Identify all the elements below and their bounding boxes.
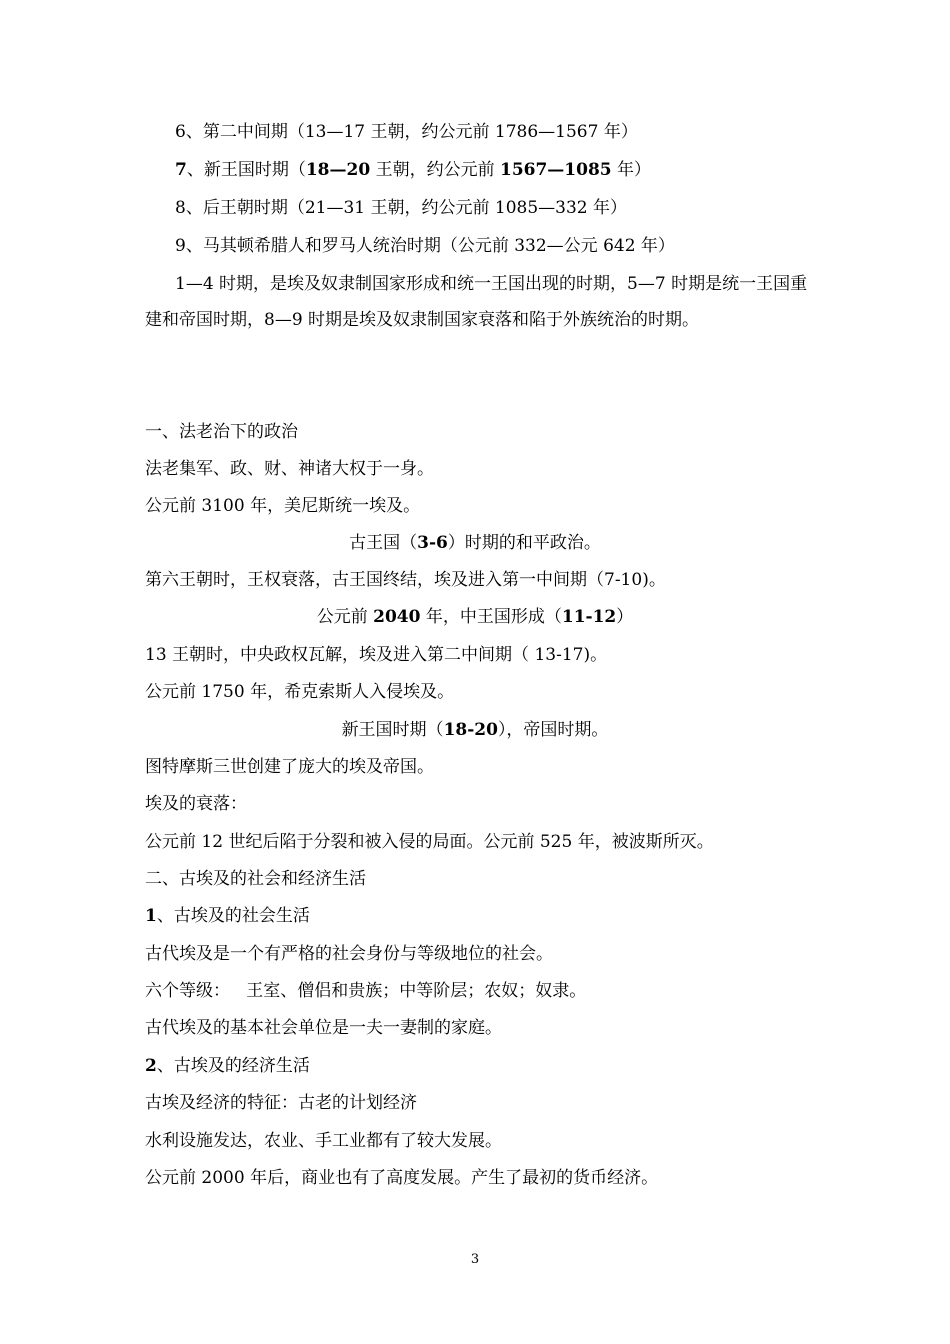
c3-c: ），帝国时期。 (497, 720, 609, 740)
page-number: 3 (470, 1252, 480, 1267)
section1-line4: 13 王朝时，中央政权瓦解，埃及进入第二中间期（ 13-17)。 (145, 645, 608, 665)
period-9-text: 9、马其顿希腊人和罗马人统治时期（公元前 332—公元 642 年） (175, 236, 675, 256)
period-7-t1: 、新王国时期（ (186, 160, 306, 180)
section2-social1: 古代埃及是一个有严格的社会身份与等级地位的社会。 (145, 944, 553, 964)
period-7-num: 7 (175, 160, 187, 180)
section1-line5: 公元前 1750 年，希克索斯人入侵埃及。 (145, 682, 455, 702)
period-6-text: 6、第二中间期（13—17 王朝，约公元前 1786—1567 年） (175, 122, 638, 142)
c2-b: 2040 (373, 607, 421, 627)
c2-a: 公元前 (316, 607, 374, 627)
c2-d: 11-12 (561, 607, 617, 627)
section1-line6: 图特摩斯三世创建了庞大的埃及帝国。 (145, 757, 434, 777)
section1-center3 (145, 718, 805, 742)
section2-econ3: 公元前 2000 年后，商业也有了高度发展。产生了最初的货币经济。 (145, 1168, 659, 1188)
period-7 (175, 158, 845, 182)
section2-sub2 (145, 1054, 815, 1078)
section1-line2: 公元前 3100 年，美尼斯统一埃及。 (145, 496, 421, 516)
section2-heading: 二、古埃及的社会和经济生活 (145, 869, 366, 889)
section1-line3: 第六王朝时，王权衰落，古王国终结，埃及进入第一中间期（7-10)。 (145, 570, 666, 590)
period-6 (175, 120, 845, 144)
period-7-dyn: 18—20 (305, 160, 371, 180)
section2-econ1: 古埃及经济的特征：古老的计划经济 (145, 1093, 417, 1113)
c3-b: 18-20 (443, 720, 498, 740)
section2-social3: 古代埃及的基本社会单位是一夫一妻制的家庭。 (145, 1018, 502, 1038)
c1-c: ）时期的和平政治。 (447, 533, 601, 553)
section1-heading: 一、法老治下的政治 (145, 422, 298, 442)
period-7-t3: 年） (611, 160, 652, 180)
sub1-num: 1 (145, 906, 157, 926)
section2-social2: 六个等级： 王室、僧侣和贵族；中等阶层；农奴；奴隶。 (145, 981, 587, 1001)
section2-sub1 (145, 904, 815, 928)
c1-a: 古王国（ (349, 533, 418, 553)
summary-paragraph: 1—4 时期，是埃及奴隶制国家形成和统一王国出现的时期，5—7 时期是统一王国重建和帝国时期，8—9 时期是埃及奴隶制国家衰落和陷于外族统治的时期。 (145, 274, 808, 330)
sub2-text: 、古埃及的经济生活 (156, 1056, 310, 1076)
section1-line1: 法老集军、政、财、神诸大权于一身。 (145, 459, 434, 479)
period-8 (175, 196, 845, 220)
c1-b: 3-6 (417, 533, 448, 553)
section2-econ2: 水利设施发达，农业、手工业都有了较大发展。 (145, 1131, 502, 1151)
period-7-years: 1567—1085 (499, 160, 612, 180)
period-9 (175, 234, 845, 258)
c2-e: ） (616, 607, 634, 627)
section1-center1 (145, 531, 805, 555)
sub2-num: 2 (145, 1056, 157, 1076)
c3-a: 新王国时期（ (341, 720, 444, 740)
sub1-text: 、古埃及的社会生活 (156, 906, 310, 926)
period-8-text: 8、后王朝时期（21—31 王朝，约公元前 1085—332 年） (175, 198, 628, 218)
period-7-t2: 王朝，约公元前 (370, 160, 500, 180)
c2-c: 年，中王国形成（ (420, 607, 562, 627)
section1-center2 (145, 605, 805, 629)
section1-line7: 埃及的衰落： (145, 794, 247, 814)
section1-line8: 公元前 12 世纪后陷于分裂和被入侵的局面。公元前 525 年，被波斯所灭。 (145, 832, 714, 852)
